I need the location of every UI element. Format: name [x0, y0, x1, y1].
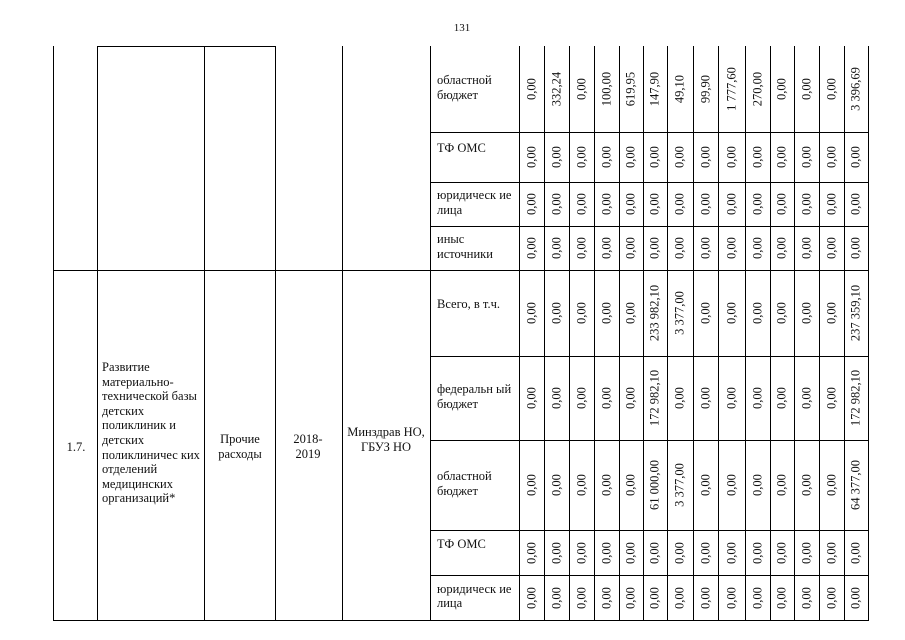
value-text: 0,00: [750, 387, 764, 409]
value-text: 0,00: [774, 302, 789, 324]
row-label: ТФ ОМС: [437, 141, 486, 155]
value-text: 0,00: [848, 237, 863, 259]
value-text: 0,00: [599, 146, 613, 168]
page-number: 131: [453, 22, 471, 34]
value-text: 0,00: [623, 193, 638, 215]
row-label: Всего, в т.ч.: [437, 297, 500, 311]
value-text: 0,00: [724, 541, 738, 564]
value-text: 0,00: [724, 474, 738, 496]
value-text: 0,00: [799, 387, 813, 409]
value-text: 3 377,00: [672, 463, 687, 507]
value-text: 0,00: [824, 146, 838, 168]
table-hline: [430, 226, 869, 227]
table-vline: [53, 46, 54, 620]
value-text: 0,00: [524, 474, 538, 496]
value-text: 0,00: [774, 237, 789, 259]
value-text: 0,00: [724, 193, 738, 215]
value-text: 0,00: [623, 474, 638, 496]
value-text: 0,00: [799, 193, 813, 215]
value-text: 0,00: [647, 541, 662, 564]
value-text: 0,00: [799, 237, 813, 259]
table-hline: [430, 356, 869, 357]
value-text: 0,00: [799, 586, 813, 609]
table-hline: [53, 620, 869, 621]
table-hline: [430, 182, 869, 183]
table-vline: [342, 46, 343, 620]
value-text: 0,00: [698, 541, 712, 564]
row-label: федеральн ый бюджет: [437, 382, 512, 411]
table-vline: [204, 46, 205, 620]
value-text: 0,00: [549, 146, 563, 168]
value-text: 0,00: [524, 146, 538, 168]
value-text: 0,00: [799, 541, 813, 564]
value-text: 0,00: [524, 237, 538, 259]
row-label: ТФ ОМС: [437, 536, 486, 551]
row-label: юридическ ие лица: [437, 188, 512, 217]
value-text: 332,24: [549, 71, 563, 107]
value-text: 0,00: [524, 586, 538, 609]
value-text: 0,00: [724, 146, 738, 168]
value-text: 0,00: [724, 302, 738, 324]
value-text: 0,00: [623, 541, 638, 564]
value-text: 0,00: [698, 387, 712, 409]
value-text: 0,00: [848, 586, 863, 609]
value-text: 0,00: [549, 586, 563, 609]
expense-type: Прочие расходы: [218, 432, 262, 461]
value-text: 0,00: [774, 474, 789, 496]
value-text: 0,00: [574, 146, 588, 168]
value-text: 0,00: [848, 541, 863, 564]
value-text: 0,00: [750, 146, 764, 168]
value-text: 0,00: [799, 146, 813, 168]
value-text: 0,00: [774, 387, 789, 409]
value-text: 0,00: [774, 78, 789, 100]
value-text: 0,00: [672, 541, 687, 564]
value-text: 0,00: [750, 474, 764, 496]
value-text: 0,00: [698, 193, 712, 215]
value-text: 270,00: [750, 71, 764, 107]
row-label: иныс источники: [437, 232, 493, 261]
value-text: 0,00: [672, 586, 687, 609]
value-text: 0,00: [672, 146, 687, 168]
value-text: 49,10: [672, 74, 687, 104]
value-text: 0,00: [549, 387, 563, 409]
value-text: 0,00: [848, 146, 863, 168]
value-text: 0,00: [824, 78, 838, 100]
table-vline: [275, 46, 276, 620]
value-text: 0,00: [750, 541, 764, 564]
table-hline: [430, 440, 869, 441]
value-text: 0,00: [623, 146, 638, 168]
table-vline: [97, 46, 98, 620]
table-hline: [430, 132, 869, 133]
value-text: 0,00: [599, 193, 613, 215]
value-text: 147,90: [647, 71, 662, 107]
value-text: 0,00: [774, 193, 789, 215]
item-name: Развитие материально-технической базы детских поликлиник и детских поликлиничес ких отделений медицинских организаций*: [102, 360, 200, 506]
value-text: 0,00: [524, 78, 538, 100]
value-text: 0,00: [549, 193, 563, 215]
value-text: 0,00: [549, 541, 563, 564]
value-text: 0,00: [524, 387, 538, 409]
value-text: 0,00: [750, 302, 764, 324]
value-text: 0,00: [824, 541, 838, 564]
value-text: 0,00: [824, 474, 838, 496]
value-text: 0,00: [599, 302, 613, 324]
value-text: 0,00: [623, 237, 638, 259]
value-text: 0,00: [574, 586, 588, 609]
row-label: областной бюджет: [437, 469, 492, 498]
value-text: 0,00: [824, 586, 838, 609]
value-text: 0,00: [599, 586, 613, 609]
value-text: 0,00: [848, 193, 863, 215]
value-text: 0,00: [647, 146, 662, 168]
value-text: 0,00: [774, 541, 789, 564]
value-text: 0,00: [824, 237, 838, 259]
value-text: 0,00: [623, 586, 638, 609]
value-text: 0,00: [574, 237, 588, 259]
value-text: 64 377,00: [848, 460, 863, 510]
value-text: 0,00: [698, 474, 712, 496]
value-text: 0,00: [647, 586, 662, 609]
value-text: 0,00: [549, 237, 563, 259]
value-text: 0,00: [647, 193, 662, 215]
value-text: 172 982,10: [848, 369, 863, 427]
table-hline: [430, 530, 869, 531]
value-text: 0,00: [574, 541, 588, 564]
value-text: 0,00: [623, 387, 638, 409]
value-text: 0,00: [672, 237, 687, 259]
table-hline: [430, 575, 869, 576]
value-text: 0,00: [672, 193, 687, 215]
value-text: 3 377,00: [672, 291, 687, 335]
value-text: 0,00: [574, 193, 588, 215]
value-text: 0,00: [698, 237, 712, 259]
value-text: 0,00: [698, 586, 712, 609]
value-text: 0,00: [599, 237, 613, 259]
item-number: 1.7.: [66, 440, 86, 454]
value-text: 0,00: [623, 302, 638, 324]
value-text: 0,00: [574, 302, 588, 324]
value-text: 0,00: [824, 193, 838, 215]
row-label: юридическ ие лица: [437, 581, 512, 611]
value-text: 0,00: [524, 541, 538, 564]
value-text: 0,00: [774, 586, 789, 609]
value-text: 0,00: [799, 474, 813, 496]
value-text: 0,00: [750, 237, 764, 259]
value-text: 172 982,10: [647, 369, 662, 427]
value-text: 0,00: [524, 302, 538, 324]
value-text: 1 777,60: [724, 67, 738, 111]
value-text: 0,00: [750, 193, 764, 215]
value-text: 0,00: [799, 302, 813, 324]
value-text: 0,00: [824, 302, 838, 324]
value-text: 0,00: [549, 302, 563, 324]
period: 2018-2019: [293, 432, 323, 461]
value-text: 0,00: [672, 387, 687, 409]
value-text: 0,00: [824, 387, 838, 409]
value-text: 0,00: [549, 474, 563, 496]
value-text: 0,00: [599, 474, 613, 496]
executor: Минздрав НО, ГБУЗ НО: [347, 425, 425, 454]
value-text: 0,00: [698, 302, 712, 324]
value-text: 0,00: [799, 78, 813, 100]
value-text: 237 359,10: [848, 284, 863, 342]
row-label: областной бюджет: [437, 73, 492, 102]
value-text: 61 000,00: [647, 460, 662, 510]
value-text: 0,00: [724, 237, 738, 259]
value-text: 233 982,10: [647, 284, 662, 342]
value-text: 0,00: [647, 237, 662, 259]
value-text: 99,90: [698, 74, 712, 104]
value-text: 0,00: [724, 387, 738, 409]
value-text: 0,00: [698, 146, 712, 168]
value-text: 0,00: [524, 193, 538, 215]
value-text: 0,00: [750, 586, 764, 609]
table-hline: [97, 46, 275, 47]
value-text: 0,00: [574, 474, 588, 496]
value-text: 100,00: [599, 71, 613, 107]
value-text: 0,00: [774, 146, 789, 168]
value-text: 0,00: [599, 541, 613, 564]
value-text: 3 396,69: [848, 67, 863, 111]
value-text: 0,00: [574, 387, 588, 409]
value-text: 619,95: [623, 71, 638, 107]
table-hline: [53, 270, 869, 271]
value-text: 0,00: [599, 387, 613, 409]
value-text: 0,00: [724, 586, 738, 609]
value-text: 0,00: [574, 78, 588, 100]
